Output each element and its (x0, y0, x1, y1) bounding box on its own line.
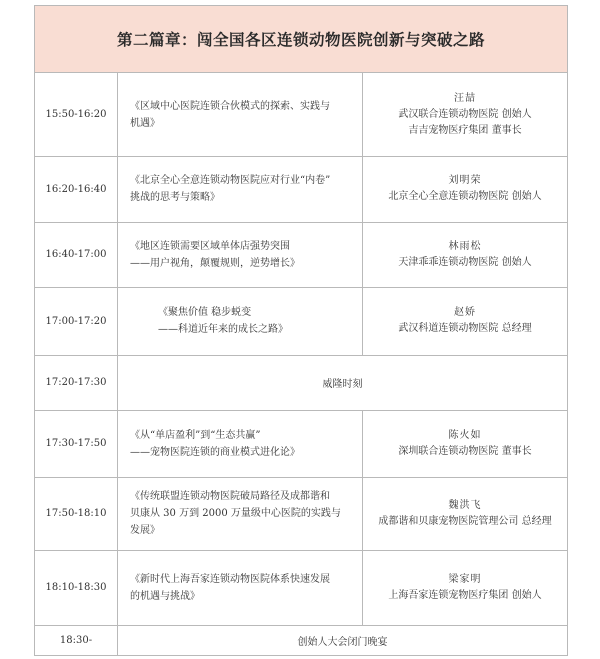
speaker-title: 深圳联合连锁动物医院 董事长 (398, 445, 532, 457)
time-slot: 16:20-16:40 (35, 156, 118, 222)
talk-topic: 《聚焦价值 稳步蜕变 ——科道近年来的成长之路》 (118, 287, 363, 355)
agenda-row (35, 287, 567, 356)
talk-topic: 《传统联盟连锁动物医院破局路径及成都谐和 贝康从 30 万到 2000 万量级中心医院的实践与 发展》 (118, 477, 363, 550)
speaker-name: 赵娇 (454, 307, 476, 318)
speaker-info (363, 287, 567, 355)
speaker-title: 北京全心全意连锁动物医院 创始人 (388, 191, 542, 202)
agenda-row (35, 477, 567, 551)
speaker-info (363, 550, 567, 625)
agenda-row (35, 73, 567, 157)
speaker-title: 武汉科道连锁动物医院 总经理 (398, 323, 532, 334)
talk-topic: 《北京全心全意连锁动物医院应对行业“内卷” 挑战的思考与策略》 (118, 156, 363, 222)
section-header (35, 6, 567, 73)
speaker-title: 武汉联合连锁动物医院 创始人 (398, 108, 532, 120)
speaker-info (363, 156, 567, 222)
time-slot: 17:30-17:50 (35, 410, 118, 477)
agenda-row (35, 222, 567, 288)
speaker-name: 魏洪飞 (448, 499, 482, 511)
talk-topic: 《从“单店盈利”到“生态共赢” ——宠物医院连锁的商业模式进化论》 (118, 410, 363, 477)
speaker-name: 林雨松 (448, 240, 482, 252)
agenda-row (35, 550, 567, 626)
section-title: 第二篇章：闯全国各区连锁动物医院创新与突破之路 (116, 31, 485, 49)
talk-topic: 《地区连锁需要区域单体店强势突围 ——用户视角，颠覆规则，逆势增长》 (118, 222, 363, 287)
session-label: 威隆时刻 (322, 379, 363, 390)
agenda-row (35, 355, 567, 411)
time-slot: 17:50-18:10 (35, 477, 118, 550)
speaker-name: 刘明荣 (448, 175, 482, 186)
talk-topic: 《区域中心医院连锁合伙模式的探索、实践与 机遇》 (118, 73, 363, 156)
agenda-table (34, 5, 568, 656)
talk-topic: 《新时代上海吾家连锁动物医院体系快速发展 的机遇与挑战》 (118, 550, 363, 625)
speaker-name: 陈火如 (448, 429, 482, 441)
time-slot: 17:00-17:20 (35, 287, 118, 355)
speaker-title: 吉吉宠物医疗集团 董事长 (408, 124, 522, 136)
speaker-info (363, 222, 567, 287)
speaker-title: 成都谐和贝康宠物医院管理公司 总经理 (378, 515, 552, 527)
speaker-name: 汪喆 (454, 92, 476, 104)
time-slot: 17:20-17:30 (35, 355, 118, 410)
agenda-row (35, 625, 567, 655)
time-slot: 16:40-17:00 (35, 222, 118, 287)
speaker-title: 上海吾家连锁宠物医疗集团 创始人 (388, 589, 542, 601)
agenda-row (35, 410, 567, 478)
session-label: 创始人大会闭门晚宴 (297, 636, 388, 648)
agenda-row (35, 156, 567, 223)
speaker-info (363, 410, 567, 477)
time-slot: 18:30- (35, 625, 118, 655)
time-slot: 15:50-16:20 (35, 73, 118, 156)
speaker-name: 梁家明 (448, 573, 482, 585)
speaker-info (363, 73, 567, 156)
time-slot: 18:10-18:30 (35, 550, 118, 625)
speaker-info (363, 477, 567, 550)
speaker-title: 天津乖乖连锁动物医院 创始人 (398, 256, 532, 268)
